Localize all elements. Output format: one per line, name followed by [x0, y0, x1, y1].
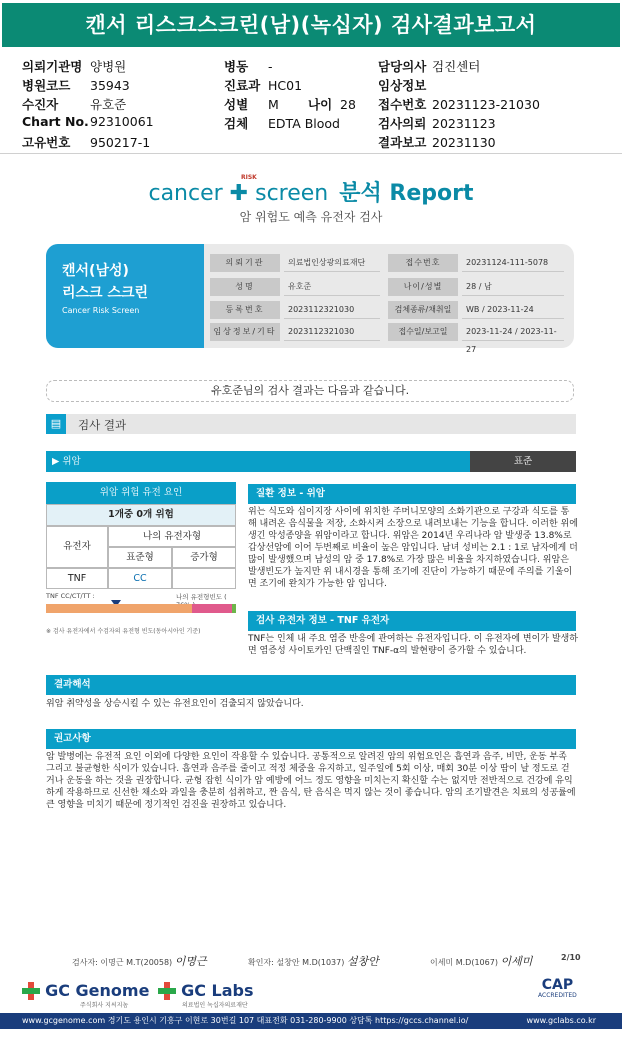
header-key: 접수번호	[378, 97, 427, 112]
cap-accredited-logo	[538, 978, 577, 999]
info-label: 성명	[210, 278, 280, 296]
plus-icon: ✚	[229, 181, 249, 206]
gc-labs-logo	[158, 980, 254, 1009]
logo-report: 분석 Report	[339, 181, 474, 206]
info-value: 2023-11-24 / 2023-11-27	[462, 323, 564, 341]
card-title-1: 캔서(남성)	[62, 263, 129, 279]
header-value: 유호준	[90, 97, 127, 112]
scale-bar-increased	[192, 604, 232, 613]
gene-info-title: 검사 유전자 정보 - TNF 유전자	[248, 611, 576, 631]
header-value: EDTA Blood	[268, 116, 340, 131]
gc-cross-icon	[158, 982, 176, 1000]
gene-table-count: 1개중 0개 위험	[46, 504, 236, 526]
card-title-en: Cancer Risk Screen	[62, 306, 140, 315]
card-title-2: 리스크 스크린	[62, 285, 149, 301]
page-number: 2/10	[561, 953, 581, 962]
header-value: 양병원	[90, 59, 127, 74]
header-value: 20231130	[432, 135, 496, 150]
document-icon: ▤	[46, 414, 66, 434]
header-value: 950217-1	[90, 135, 151, 150]
info-label: 접수일/보고일	[388, 323, 458, 341]
confirmer-signature	[248, 953, 379, 969]
info-value: 20231124-111-5078	[462, 254, 564, 272]
confirmer-label: 확인자: 설창안 M.D(1037)	[248, 958, 345, 967]
header-value: 검진센터	[432, 59, 481, 74]
inc-col-header: 증가형	[172, 547, 236, 568]
gene-col-header: 유전자	[46, 526, 108, 568]
tester-label: 검사자: 이명근 M.T(20058)	[72, 958, 173, 967]
header-key: Chart No.	[22, 114, 89, 129]
scale-note: ※ 검사 유전자에서 수검자의 유전형 빈도(동아시아인 기준)	[46, 628, 201, 635]
doctor2-label: 이세미 M.D(1067)	[430, 958, 498, 967]
header-key: 진료과	[224, 78, 261, 93]
result-banner: 유호준님의 검사 결과는 다음과 같습니다.	[46, 380, 574, 402]
info-label: 나이/성별	[388, 278, 458, 296]
risk-tag: RISK	[241, 174, 257, 181]
header-value: 92310061	[90, 114, 154, 129]
gc-labs-sub: 의료법인 녹십자의료재단	[182, 1002, 248, 1009]
std-col-header: 표준형	[108, 547, 172, 568]
header-key: 나이	[308, 97, 333, 112]
section-title: 검사 결과	[78, 418, 127, 432]
genotype-value: CC	[108, 568, 172, 589]
header-divider	[0, 153, 622, 154]
header-key: 검사의뢰	[378, 116, 427, 131]
header-col2	[224, 57, 356, 133]
header-key: 담당의사	[378, 59, 427, 74]
disease-info-text: 위는 식도와 십이지장 사이에 위치한 주머니모양의 소화기관으로 구강과 식도를 통해 내려온 음식물을 저장, 소화시켜 소장으로 내려보내는 기능을 합니다. 이러한 위에 생긴 악성종양을 위암이라고 합니다. 위암은 2014년 우리나라 암 발생중 13.8%로 갑상선암에 이어 두번째로 비율이 높은 암입니다. 남녀 성비는 2.1 : 1로 남자에게 더 많이 발생했으며 남성의 암 중 17.8%로 가장 많은 비율을 차지하였습니다. 위암은 발생빈도가 높지만 위 내시경을 통해 조기에 진단이 가능하기 때문에 주의를 기울이면 조기에 완치가 가능한 암 입니다.	[248, 507, 578, 589]
disease-info-title: 질환 정보 - 위암	[248, 484, 576, 504]
header-value: M	[268, 97, 279, 112]
mine-col-header: 나의 유전자형	[108, 526, 236, 547]
info-card-brand	[46, 244, 204, 348]
header-value: 35943	[90, 78, 130, 93]
info-label: 임상정보/기타	[210, 323, 280, 341]
recommendation-title: 권고사항	[46, 729, 576, 749]
section-header	[46, 414, 576, 434]
header-key: 병동	[224, 59, 249, 74]
header-value: 20231123	[432, 116, 496, 131]
header-key: 임상정보	[378, 78, 427, 93]
info-value: 의료법인상광의료재단	[284, 254, 380, 272]
scale-bar-end	[232, 604, 236, 613]
info-label: 검체종류/채취일	[388, 301, 458, 319]
info-label: 접수번호	[388, 254, 458, 272]
header-value: -	[268, 59, 273, 74]
report-subtitle: 암 위험도 예측 유전자 검사	[239, 210, 383, 224]
info-value: 2023112321030	[284, 323, 380, 341]
header-key: 고유번호	[22, 135, 71, 150]
cap-text: CAP	[541, 977, 574, 993]
gc-cross-icon	[22, 982, 40, 1000]
logo-cancer: cancer	[148, 181, 223, 206]
tester-signature-mark: 이명근	[174, 955, 207, 968]
scale-bar-standard	[46, 604, 192, 613]
gc-genome-name: GC Genome	[45, 981, 150, 1000]
cap-sub: ACCREDITED	[538, 992, 577, 999]
header-col3	[378, 57, 540, 152]
gene-table-header: 위암 위험 유전 요인	[46, 482, 236, 504]
tester-signature	[72, 953, 207, 969]
report-title: 캔서 리스크스크린(남)(녹십자) 검사결과보고서	[2, 3, 620, 47]
info-value: WB / 2023-11-24	[462, 301, 564, 319]
header-key: 병원코드	[22, 78, 71, 93]
info-value: 28 / 남	[462, 278, 564, 296]
gene-info-text: TNF는 인체 내 주요 염증 반응에 관여하는 유전자입니다. 이 유전자에 변이가 발생하면 염증성 사이토카인 단백질인 TNF-α의 발현량이 증가할 수 있습니다.	[248, 634, 578, 656]
info-label: 의뢰기관	[210, 254, 280, 272]
gc-genome-sub: 주식회사 지씨지놈	[80, 1002, 129, 1009]
logo-screen: screen	[255, 181, 329, 206]
gc-labs-name: GC Labs	[181, 981, 254, 1000]
info-value: 유호준	[284, 278, 380, 296]
gc-genome-logo	[22, 980, 149, 1009]
scale-left-label: TNF CC/CT/TT :	[46, 592, 95, 600]
footer-right: www.gclabs.co.kr	[526, 1016, 596, 1025]
footer-left: www.gcgenome.com 경기도 용인시 기흥구 이현로 30번길 107 대표전화 031-280-9900 상담톡 https://gccs.channel.io/	[22, 1016, 469, 1025]
category-bar: ▶ 위암	[46, 451, 470, 472]
interpretation-text: 위암 취약성을 상승시킬 수 있는 유전요인이 검출되지 않았습니다.	[46, 699, 304, 709]
info-label: 등록번호	[210, 301, 280, 319]
doctor2-signature	[430, 953, 532, 969]
inc-empty-cell	[172, 568, 236, 589]
doctor2-signature-mark: 이세미	[500, 955, 533, 968]
recommendation-text: 암 발병에는 유전적 요인 이외에 다양한 요인이 작용할 수 있습니다. 공통적으로 알려진 암의 위험요인은 흡연과 음주, 비만, 운동 부족 그리고 불균형한 식이가 있습니다. 흡연과 음주를 줄이고 적정 체중을 유지하고, 일주일에 5회 이상, 매회 30분 이상 땀이 날 정도로 걷거나 운동을 하는 것을 권장합니다. 균형 잡힌 식이가 암 예방에 어느 정도 영향을 미치는지 확신할 수는 없지만 전반적으로 건강에 유익하게 작용하므로 신선한 채소와 과일을 충분히 섭취하고, 짠 음식, 탄 음식은 먹지 않는 것이 좋습니다. 암의 조기발견은 치료의 성공률에 큰 영향을 미치기 때문에 정기적인 검진을 권장하고 있습니다.	[46, 752, 576, 810]
header-value: 28	[340, 97, 356, 112]
header-key: 의뢰기관명	[22, 59, 83, 74]
cancer-screen-logo	[0, 176, 622, 207]
header-value: 20231123-21030	[432, 97, 540, 112]
header-col1	[22, 57, 154, 152]
header-key: 검체	[224, 116, 249, 131]
header-key: 수진자	[22, 97, 59, 112]
info-value: 2023112321030	[284, 301, 380, 319]
category-status: 표준	[470, 451, 576, 472]
footer-bar	[0, 1013, 622, 1029]
header-key: 성별	[224, 97, 249, 112]
interpretation-title: 결과해석	[46, 675, 576, 695]
header-key: 결과보고	[378, 135, 427, 150]
header-value: HC01	[268, 78, 303, 93]
scale-right-label: 나의 유전형빈도 (	[176, 593, 227, 601]
confirmer-signature-mark: 설창안	[346, 955, 379, 968]
gene-name: TNF	[46, 568, 108, 589]
